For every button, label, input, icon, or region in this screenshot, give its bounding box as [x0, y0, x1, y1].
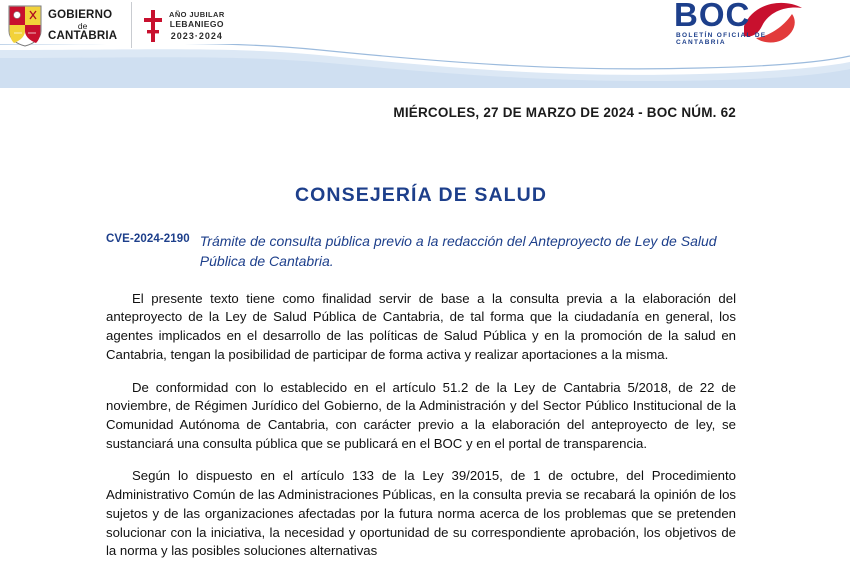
paragraph-1: El presente texto tiene como finalidad servir de base a la consulta previa a la elaboración del anteproyecto de la Ley de Salud Pública de Cantabria, de tal forma que la ciudadanía en general, los agentes implicados en el desarrollo de las políticas de Salud Pública y en la promoción de la salud en Cantabria, tengan la posibilidad de participar de forma activa y realizar aportaciones a la misma.	[106, 290, 736, 362]
dateline-row	[0, 88, 850, 122]
jubilee-year-logo	[142, 2, 262, 50]
cantabria-coat-of-arms-icon	[8, 5, 42, 47]
boc-subtitle: BOLETÍN OFICIAL DE CANTABRIA	[676, 32, 767, 46]
government-name-line3: CANTABRIA	[48, 30, 118, 43]
jubilee-year-text	[169, 11, 225, 41]
page-title: CONSEJERÍA DE SALUD	[294, 184, 548, 206]
document-body	[0, 184, 850, 561]
dateline: MIÉRCOLES, 27 DE MARZO DE 2024 - BOC NÚM. 62	[393, 105, 736, 120]
document-subject: Trámite de consulta pública previo a la redacción del Anteproyecto de Ley de Salud Pública de Cantabria.	[199, 233, 717, 270]
header-divider	[131, 2, 132, 48]
paragraph-2: De conformidad con lo establecido en el artículo 51.2 de la Ley de Cantabria 5/2018, de 22 de noviembre, de Régimen Jurídico del Gobierno, de la Administración y del Sector Público Institucional de la Comunidad Autónoma de Cantabria, con carácter previo a la elaboración del anteproyecto de ley, se sustanciará una consulta pública que se publicará en el BOC y en el portal de transparencia.	[106, 379, 736, 451]
cve-code: CVE-2024-2190	[106, 233, 190, 245]
cve-subject-row	[106, 231, 736, 272]
government-logo	[8, 0, 148, 52]
paragraph-3: Según lo dispuesto en el artículo 133 de la Ley 39/2015, de 1 de octubre, del Procedimiento Administrativo Común de las Administraciones Públicas, en la consulta previa se recabará la opinión de los sujetos y de las organizaciones afectadas por la futura norma acerca de los problemas que se pretenden solucionar con la iniciativa, la necesidad y oportunidad de su correspondiente aprobación, los objetivos de la norma y las posibles soluciones alternativas	[106, 468, 736, 559]
jubilee-line3: 2023·2024	[170, 30, 223, 41]
lebaniego-cross-icon	[142, 9, 164, 43]
boc-letters: BOC	[674, 0, 751, 33]
boc-logo	[668, 0, 806, 50]
jubilee-line2: LEBANIEGO	[169, 18, 224, 29]
government-logo-text	[48, 9, 117, 42]
jubilee-line1: AÑO JUBILAR	[169, 10, 225, 20]
government-name-line1: GOBIERNO	[48, 9, 113, 22]
government-name-line2: de	[77, 20, 88, 31]
page-header	[0, 0, 850, 88]
